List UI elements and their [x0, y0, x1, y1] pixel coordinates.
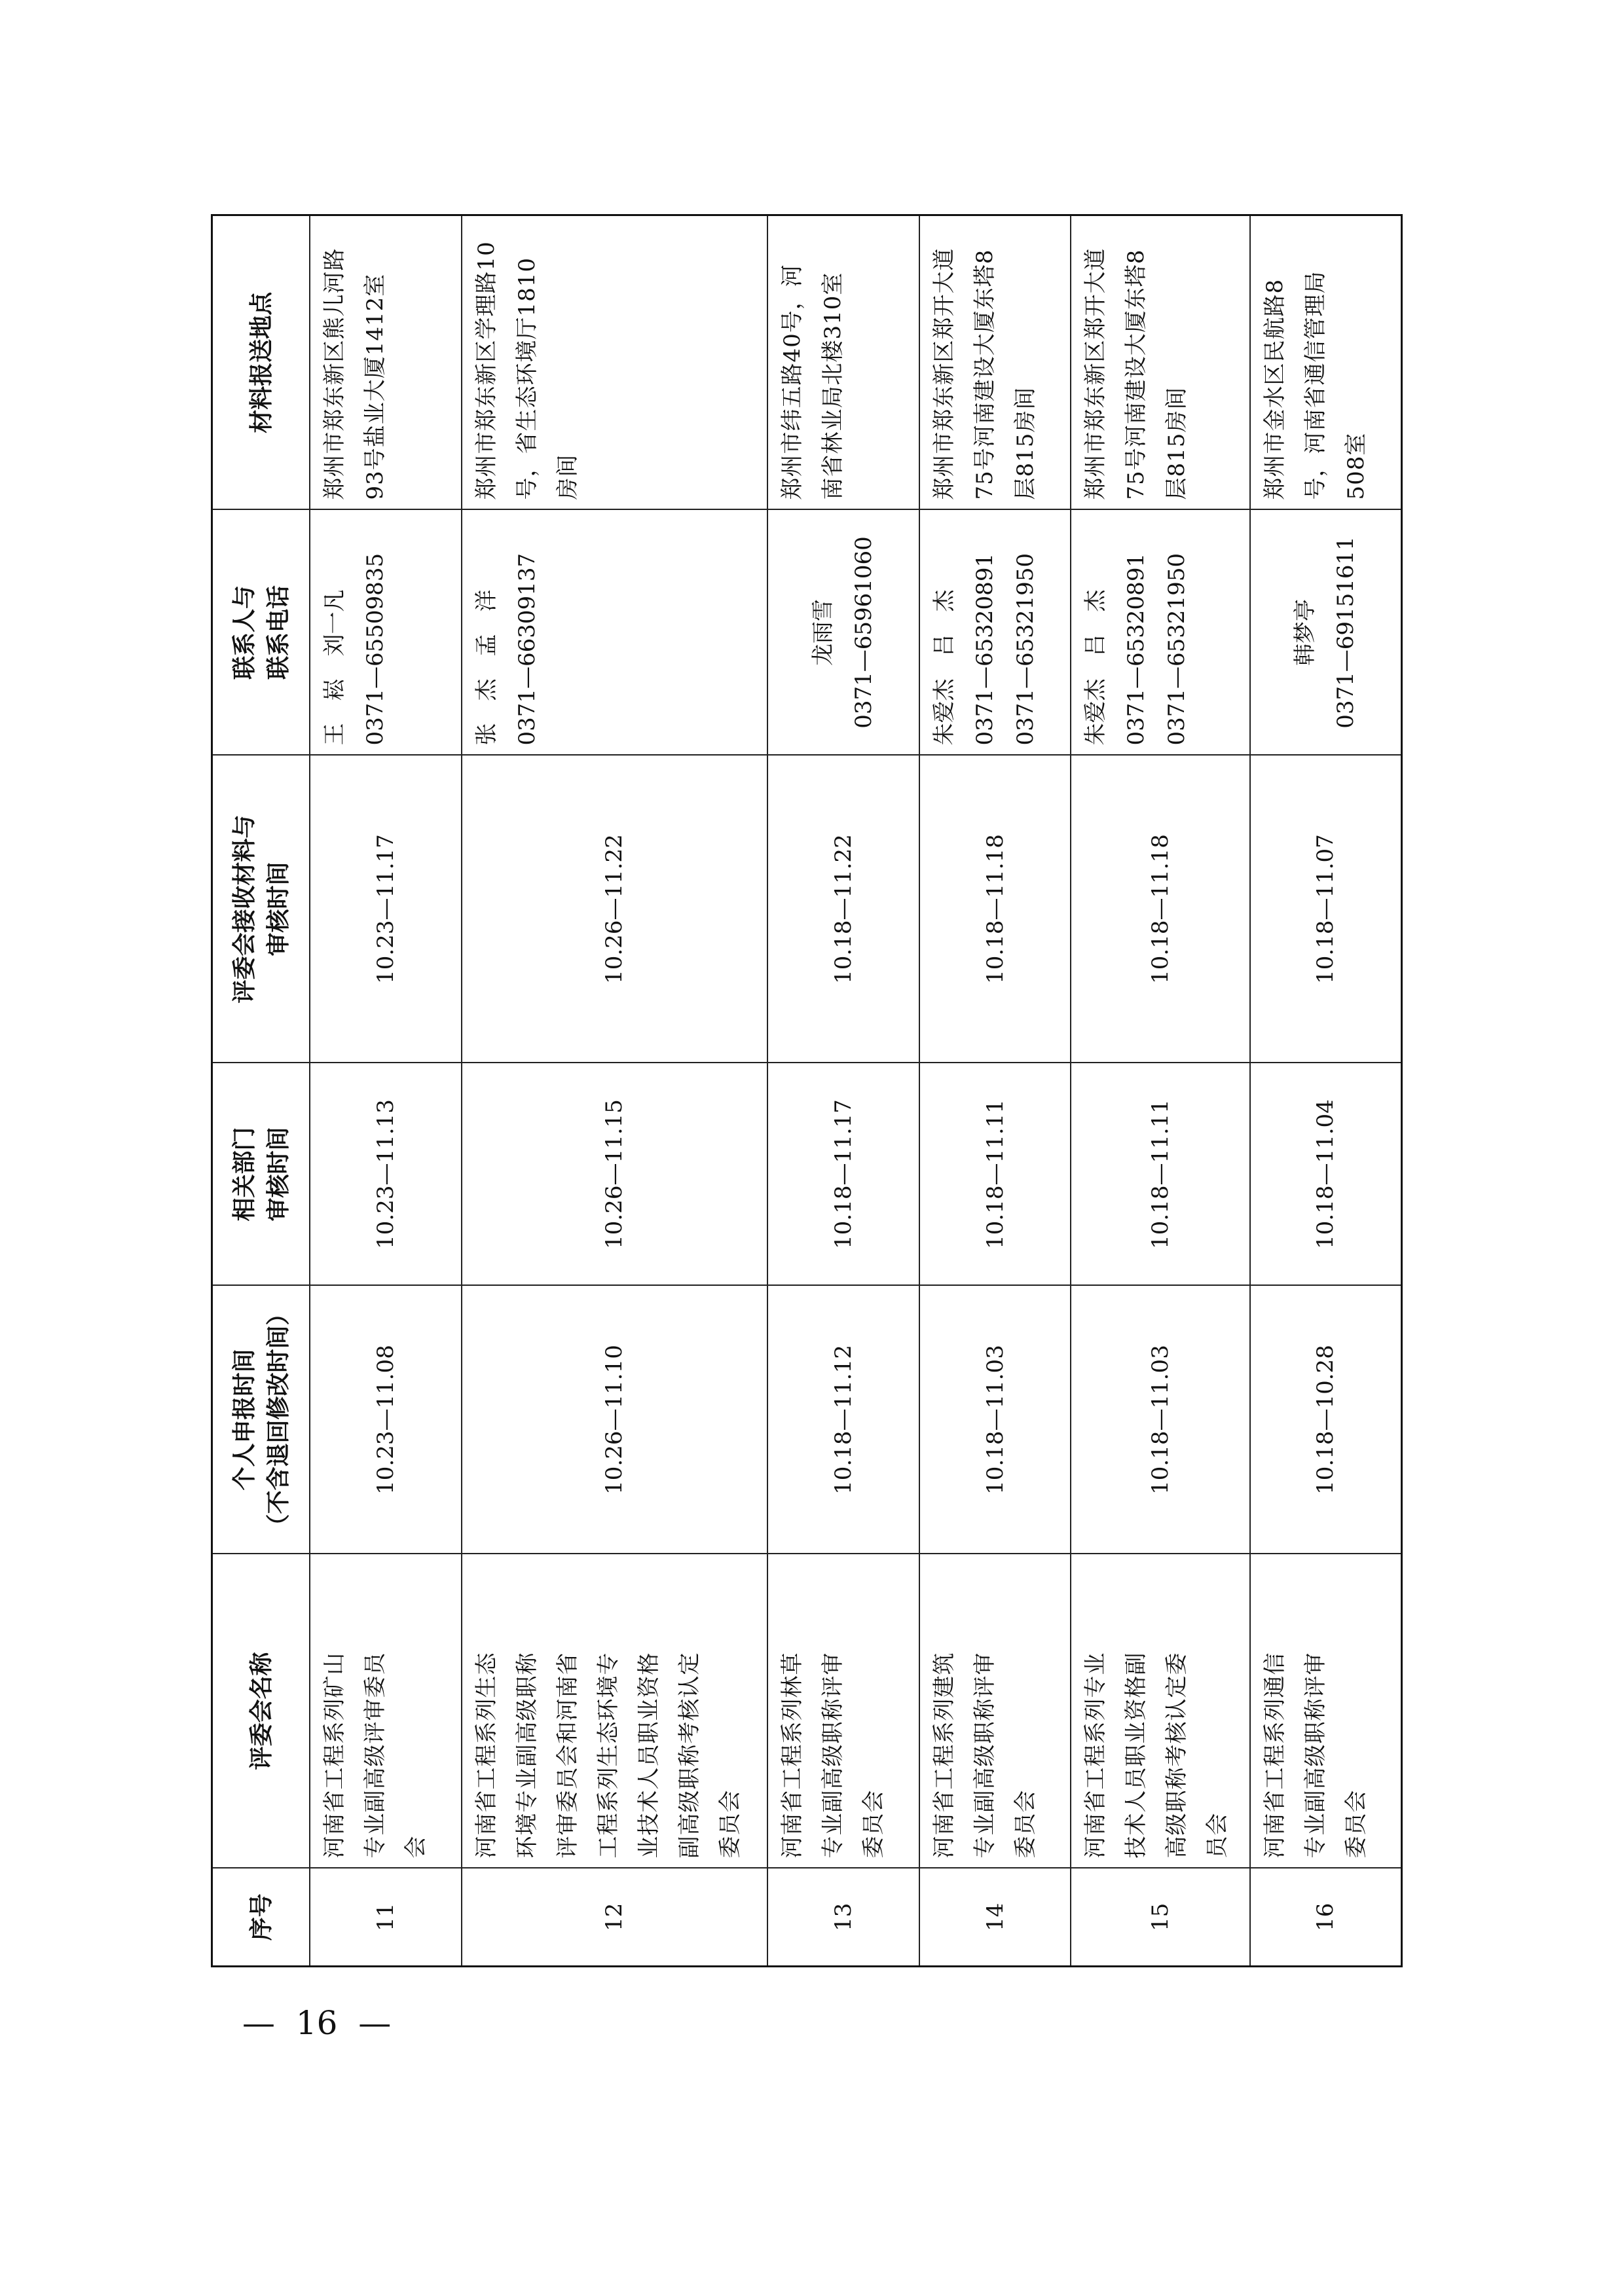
receive-time-cell	[310, 756, 462, 1063]
cell-text: 10.18—11.11	[982, 1099, 1008, 1249]
header-committee-receive-time: 评委会接收材料与 审核时间	[212, 756, 310, 1063]
committee-name-cell	[310, 1554, 462, 1868]
cell-text: 龙雨雪	[809, 599, 836, 666]
table-row	[462, 215, 767, 1967]
cell-text: 委员会	[716, 1789, 743, 1859]
cell-text: 0371—65321950	[1012, 553, 1039, 746]
cell-text: 10.23—11.13	[372, 1099, 399, 1249]
submission-address-cell	[462, 215, 767, 510]
cell-text: 10.18—11.11	[1147, 1099, 1174, 1249]
seq-cell	[919, 1868, 1071, 1967]
cell-text: 委员会	[860, 1789, 887, 1859]
seq-cell	[462, 1868, 767, 1967]
cell-text: 南省林业局北楼310室	[820, 272, 847, 500]
personal-time-cell	[1071, 1286, 1249, 1554]
submission-address-cell	[310, 215, 462, 510]
cell-text: 朱爱杰 吕 杰	[1082, 589, 1109, 746]
cell-text: 10.26—11.15	[601, 1099, 628, 1249]
seq-cell	[1071, 1868, 1249, 1967]
cell-text: 技术人员职业资格副	[1123, 1652, 1150, 1859]
contact-cell	[767, 510, 919, 756]
cell-text: 河南省工程系列生态	[473, 1652, 500, 1859]
committee-name-cell	[919, 1554, 1071, 1868]
personal-time-cell	[462, 1286, 767, 1554]
cell-text: 10.18—11.03	[1147, 1345, 1174, 1495]
cell-text: 10.18—11.18	[1147, 834, 1174, 984]
cell-text: 0371—65321950	[1164, 553, 1190, 746]
table-row	[919, 215, 1071, 1967]
header-committee-name: 评委会名称	[212, 1554, 310, 1868]
seq-cell	[310, 1868, 462, 1967]
cell-text: 0371—66309137	[513, 553, 540, 746]
cell-text: 郑州市郑东新区学理路10	[473, 241, 500, 500]
cell-text: 75号河南建设大厦东塔8	[971, 249, 998, 500]
cell-text: 环境专业副高级职称	[513, 1652, 540, 1859]
table-row	[1071, 215, 1249, 1967]
cell-text: 河南省工程系列矿山	[322, 1652, 348, 1859]
cell-text: 10.18—11.18	[982, 834, 1008, 984]
receive-time-cell	[1250, 756, 1402, 1063]
cell-text: 12	[601, 1903, 628, 1931]
personal-time-cell	[919, 1286, 1071, 1554]
seq-cell	[1250, 1868, 1402, 1967]
cell-text: 10.18—11.12	[830, 1345, 857, 1495]
seq-cell	[767, 1868, 919, 1967]
committee-name-cell	[462, 1554, 767, 1868]
dept-review-time-cell	[919, 1063, 1071, 1286]
cell-text: 专业副高级职称评审	[1302, 1652, 1329, 1859]
cell-text: 0371—65320891	[971, 553, 998, 746]
cell-text: 工程系列生态环境专	[595, 1652, 621, 1859]
cell-text: 75号河南建设大厦东塔8	[1123, 249, 1150, 500]
cell-text: 高级职称考核认定委	[1164, 1652, 1190, 1859]
cell-text: 15	[1147, 1903, 1174, 1931]
dept-review-time-cell	[767, 1063, 919, 1286]
header-submission-address: 材料报送地点	[212, 215, 310, 510]
header-personal-time: 个人申报时间 （不含退回修改时间）	[212, 1286, 310, 1554]
header-row	[212, 215, 310, 1967]
submission-address-cell	[1071, 215, 1249, 510]
header-dept-review-time: 相关部门 审核时间	[212, 1063, 310, 1286]
cell-text: 专业副高级职称评审	[820, 1652, 847, 1859]
cell-text: 层815房间	[1164, 386, 1190, 500]
contact-cell	[919, 510, 1071, 756]
cell-text: 河南省工程系列专业	[1082, 1652, 1109, 1859]
cell-text: 14	[982, 1903, 1008, 1931]
committee-name-cell	[1250, 1554, 1402, 1868]
cell-text: 0371—65509835	[362, 553, 388, 746]
cell-text: 会	[403, 1835, 429, 1859]
cell-text: 韩梦亭	[1292, 599, 1319, 666]
cell-text: 0371—65320891	[1123, 553, 1150, 746]
personal-time-cell	[1250, 1286, 1402, 1554]
rotated-table-wrapper	[211, 216, 1403, 1967]
cell-text: 11	[372, 1903, 399, 1931]
cell-text: 河南省工程系列建筑	[931, 1652, 957, 1859]
cell-text: 508室	[1342, 432, 1369, 500]
cell-text: 10.18—11.07	[1312, 834, 1339, 984]
cell-text: 郑州市金水区民航路8	[1261, 278, 1288, 500]
cell-text: 10.23—11.08	[372, 1345, 399, 1495]
cell-text: 10.26—11.22	[601, 834, 628, 984]
cell-text: 郑州市郑东新区郑开大道	[1082, 247, 1109, 500]
dept-review-time-cell	[1250, 1063, 1402, 1286]
cell-text: 10.18—11.17	[830, 1099, 857, 1249]
submission-address-cell	[767, 215, 919, 510]
cell-text: 0371—69151611	[1333, 536, 1359, 729]
cell-text: 10.18—11.22	[830, 834, 857, 984]
cell-text: 郑州市郑东新区熊儿河路	[322, 247, 348, 500]
cell-text: 员会	[1204, 1812, 1231, 1859]
cell-text: 郑州市纬五路40号，河	[779, 264, 806, 500]
cell-text: 业技术人员职业资格	[635, 1652, 662, 1859]
cell-text: 副高级职称考核认定	[676, 1652, 703, 1859]
cell-text: 专业副高级评审委员	[362, 1652, 388, 1859]
personal-time-cell	[767, 1286, 919, 1554]
cell-text: 10.23—11.17	[372, 834, 399, 984]
cell-text: 专业副高级职称评审	[971, 1652, 998, 1859]
cell-text: 10.26—11.10	[601, 1345, 628, 1495]
receive-time-cell	[767, 756, 919, 1063]
cell-text: 房间	[554, 454, 581, 500]
cell-text: 河南省工程系列林草	[779, 1652, 806, 1859]
table-row	[1250, 215, 1402, 1967]
personal-time-cell	[310, 1286, 462, 1554]
cell-text: 号，省生态环境厅1810	[513, 257, 540, 500]
cell-text: 号，河南省通信管理局	[1302, 270, 1329, 500]
review-committee-schedule-table	[211, 214, 1403, 1967]
contact-cell	[462, 510, 767, 756]
cell-text: 10.18—11.03	[982, 1345, 1008, 1495]
dept-review-time-cell	[310, 1063, 462, 1286]
cell-text: 0371—65961060	[850, 536, 877, 729]
committee-name-cell	[767, 1554, 919, 1868]
dept-review-time-cell	[462, 1063, 767, 1286]
header-seq: 序号	[212, 1868, 310, 1967]
cell-text: 13	[830, 1903, 857, 1931]
table-row	[767, 215, 919, 1967]
header-contact: 联系人与 联系电话	[212, 510, 310, 756]
contact-cell	[310, 510, 462, 756]
cell-text: 朱爱杰 吕 杰	[931, 589, 957, 746]
cell-text: 委员会	[1342, 1789, 1369, 1859]
cell-text: 王 崧 刘一凡	[322, 589, 348, 746]
cell-text: 郑州市郑东新区郑开大道	[931, 247, 957, 500]
receive-time-cell	[462, 756, 767, 1063]
table-row	[310, 215, 462, 1967]
receive-time-cell	[919, 756, 1071, 1063]
table-body	[310, 215, 1402, 1967]
dept-review-time-cell	[1071, 1063, 1249, 1286]
cell-text: 评审委员会和河南省	[554, 1652, 581, 1859]
contact-cell	[1250, 510, 1402, 756]
committee-name-cell	[1071, 1554, 1249, 1868]
receive-time-cell	[1071, 756, 1249, 1063]
submission-address-cell	[919, 215, 1071, 510]
cell-text: 委员会	[1012, 1789, 1039, 1859]
cell-text: 16	[1312, 1903, 1339, 1931]
cell-text: 河南省工程系列通信	[1261, 1652, 1288, 1859]
contact-cell	[1071, 510, 1249, 756]
cell-text: 10.18—10.28	[1312, 1345, 1339, 1495]
cell-text: 层815房间	[1012, 386, 1039, 500]
cell-text: 10.18—11.04	[1312, 1099, 1339, 1249]
cell-text: 张 杰 孟 洋	[473, 589, 500, 746]
submission-address-cell	[1250, 215, 1402, 510]
page-number: — 16 —	[242, 2004, 392, 2042]
cell-text: 93号盐业大厦1412室	[362, 273, 388, 500]
